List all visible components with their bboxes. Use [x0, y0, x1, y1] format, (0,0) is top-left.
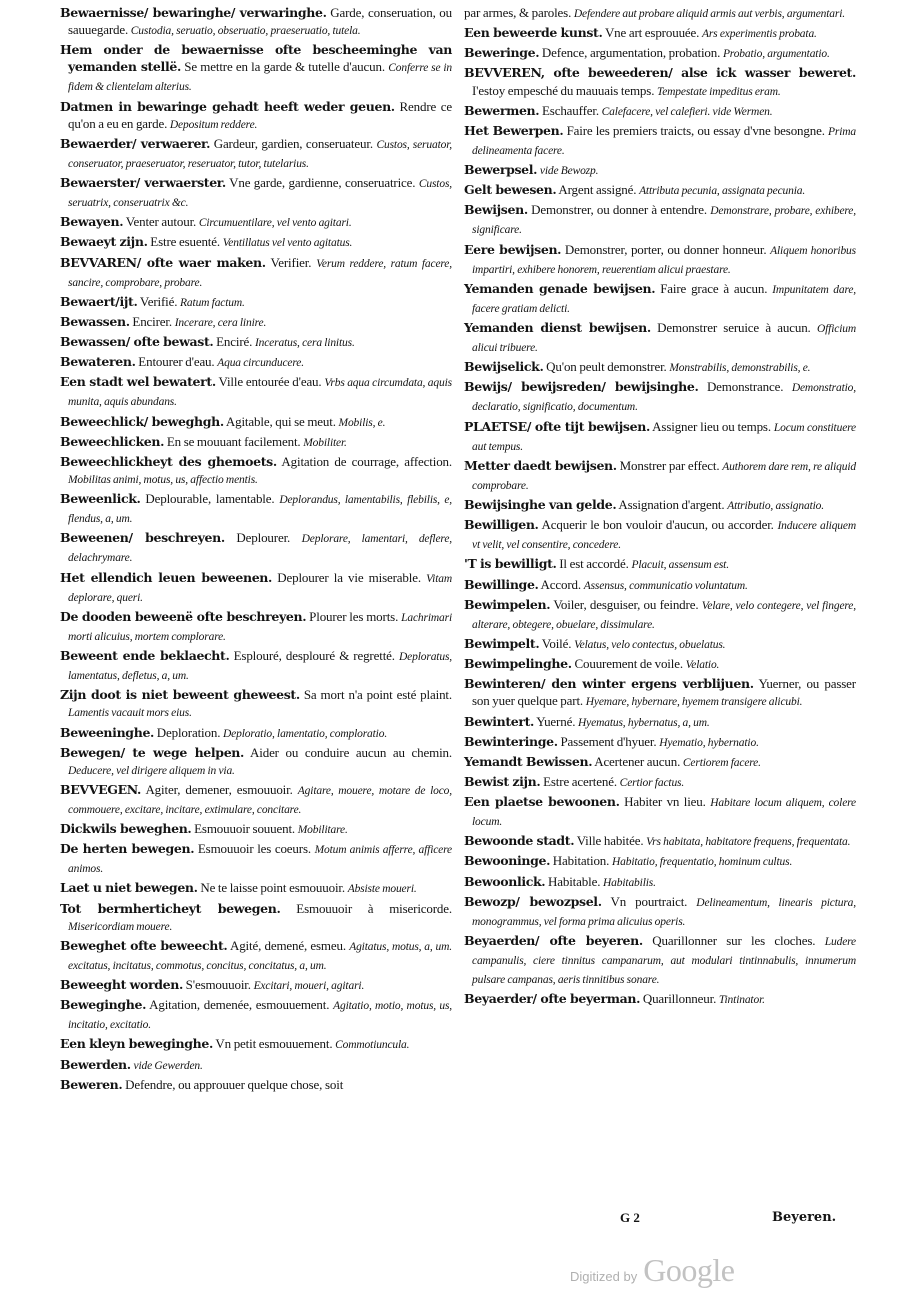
dictionary-entry: [60, 135, 452, 173]
entry-latin: Hyematus, hybernatus, a, um.: [578, 716, 710, 729]
entry-headword: Bewimpelt.: [464, 635, 540, 651]
entry-french: Se mettre en la garde & tutelle d'aucun.: [184, 59, 385, 75]
entry-french: Accord.: [540, 576, 582, 592]
entry-latin: Verum reddere, ratum facere, sancire, comprobare, probare.: [68, 257, 452, 289]
entry-headword: Beweenen/ beschreyen.: [60, 530, 225, 546]
entry-latin: Absiste moueri.: [347, 883, 417, 896]
entry-headword: Beweginghe.: [60, 997, 147, 1013]
entry-headword: Metter daedt bewijsen.: [464, 457, 617, 473]
entry-latin: Depositum reddere.: [169, 118, 258, 131]
dictionary-entry: [60, 233, 452, 252]
entry-headword: Bewassen.: [60, 313, 130, 329]
entry-french: Enciré.: [216, 334, 253, 350]
dictionary-entry: [464, 24, 856, 43]
entry-french: Vne garde, gardienne, conseruatrice.: [229, 175, 416, 191]
entry-latin: Attributa pecunia, assignata pecunia.: [639, 185, 806, 198]
entry-latin: Vitam deplorare, queri.: [68, 572, 452, 604]
dictionary-entry: [60, 1056, 452, 1075]
entry-french: Acquerir le bon vouloir d'aucun, ou accorder.: [541, 517, 774, 533]
entry-headword: Een stadt wel bewatert.: [60, 374, 216, 390]
entry-headword: De herten bewegen.: [60, 841, 195, 857]
entry-headword: Bewerpsel.: [464, 162, 538, 178]
dictionary-entry: [60, 41, 452, 96]
entry-latin: Inceratus, cera linitus.: [254, 337, 355, 350]
entry-latin: Placuit, assensum est.: [631, 559, 729, 572]
dictionary-entry: [60, 254, 452, 292]
dictionary-entry: [464, 358, 856, 377]
entry-french: Yuerné.: [536, 713, 576, 729]
entry-latin: Excitari, moueri, agitari.: [253, 980, 365, 993]
entry-headword: Bewozp/ bewozpsel.: [464, 893, 602, 909]
entry-latin: Mobilitas animi, motus, us, affectio mentis.: [68, 473, 258, 486]
dictionary-entry: [60, 293, 452, 312]
entry-headword: Bewermen.: [464, 102, 540, 118]
dictionary-entry: [464, 102, 856, 121]
entry-headword: Bewaerster/ verwaerster.: [60, 175, 226, 191]
dictionary-entry: [60, 724, 452, 743]
entry-headword: Yemanden dienst bewijsen.: [464, 320, 651, 336]
entry-latin: Agitatio, motio, motus, us, incitatio, excitatio.: [68, 1000, 453, 1032]
entry-latin: Tintinator.: [718, 994, 765, 1007]
entry-french: Estre esuenté.: [150, 234, 220, 250]
entry-latin: Deplorare, lamentari, deflere, delachrymare.: [68, 533, 453, 565]
dictionary-entry: [464, 655, 856, 674]
entry-french: Aider ou conduire aucun au chemin.: [250, 744, 452, 760]
dictionary-entry: [464, 496, 856, 515]
dictionary-entry: [464, 319, 856, 357]
entry-headword: Beweghet ofte beweecht.: [60, 937, 228, 953]
dictionary-entry: [464, 4, 856, 23]
entry-headword: Beweren.: [60, 1076, 123, 1092]
dictionary-entry: [464, 713, 856, 732]
dictionary-entry: [60, 529, 452, 567]
dictionary-entry: [464, 852, 856, 871]
entry-latin: Ratum factum.: [180, 296, 245, 309]
entry-headword: Bewateren.: [60, 354, 136, 370]
entry-french: Agitable, qui se meut.: [225, 413, 336, 429]
entry-french: Acertener aucun.: [594, 753, 681, 769]
dictionary-entry: [60, 647, 452, 685]
entry-latin: Calefacere, vel calefieri. vide Wermen.: [601, 105, 773, 118]
entry-headword: Bewillinge.: [464, 576, 539, 592]
dictionary-entry: [464, 932, 856, 989]
left-column: [60, 4, 452, 1096]
entry-french: Quarillonner sur les cloches.: [652, 932, 816, 948]
entry-french: Quarillonneur.: [642, 991, 717, 1007]
entry-french: Rendre ce qu'on a eu en garde.: [68, 98, 453, 131]
entry-french: Habiter vn lieu.: [624, 794, 706, 810]
entry-french: Argent assigné.: [558, 182, 637, 198]
entry-latin: Deploratio, lamentatio, comploratio.: [223, 727, 388, 740]
entry-latin: Probatio, argumentatio.: [722, 48, 830, 61]
entry-french: Agiter, demener, esmouuoir.: [145, 781, 293, 797]
entry-headword: Een beweerde kunst.: [464, 25, 603, 41]
entry-latin: Motum animis afferre, afficere animos.: [68, 844, 452, 876]
entry-headword: Bewijselick.: [464, 359, 544, 375]
dictionary-entry: [60, 781, 452, 819]
dictionary-entry: [60, 937, 452, 975]
entry-headword: Bewaerder/ verwaerer.: [60, 135, 211, 151]
entry-headword: Beweringe.: [464, 45, 540, 61]
entry-french: Sa mort n'a point esté plaint.: [303, 687, 452, 703]
dictionary-entry: [464, 773, 856, 792]
catchword: Beyeren.: [772, 1210, 837, 1225]
entry-latin: Custos, seruatrix, conseruatrix &c.: [68, 178, 453, 210]
entry-french: Defendre, ou approuuer quelque chose, soit: [125, 1076, 344, 1092]
entry-latin: Habitare locum aliquem, colere locum.: [472, 797, 857, 829]
dictionary-entry: [464, 733, 856, 752]
entry-french: Agitation de courrage, affection.: [281, 453, 453, 469]
entry-french: Agitation, demenée, esmouuement.: [149, 997, 330, 1013]
entry-french: Ville habitée.: [576, 833, 644, 849]
entry-latin: Deducere, vel dirigere aliquem in via.: [68, 764, 235, 777]
entry-french: Estre acertené.: [543, 773, 617, 789]
dictionary-entry: [464, 555, 856, 574]
entry-latin: Prima delineamenta facere.: [472, 125, 857, 157]
entry-latin: vide Gewerden.: [133, 1059, 203, 1072]
entry-french: Assignation d'argent.: [618, 497, 725, 513]
dictionary-entry: [60, 433, 452, 452]
entry-headword: Bewintert.: [464, 713, 535, 729]
entry-headword: Zijn doot is niet beweent gheweest.: [60, 687, 300, 703]
entry-french: Voiler, desguiser, ou feindre.: [553, 596, 699, 612]
dictionary-entry: [60, 1076, 452, 1095]
entry-latin: Circumuentilare, vel vento agitari.: [198, 217, 352, 230]
entry-french: Yuerner, ou passer son yuer quelque part.: [472, 676, 856, 709]
entry-headword: De dooden beweenë ofte beschreyen.: [60, 608, 307, 624]
entry-latin: Misericordiam mouere.: [68, 920, 173, 933]
entry-latin: Deplorandus, lamentabilis, flebilis, e, flendus, a, um.: [68, 494, 453, 526]
dictionary-entry: [60, 569, 452, 607]
dictionary-entry: [464, 675, 856, 711]
entry-french: Demonstrer, ou donner à entendre.: [531, 202, 707, 218]
dictionary-entry: [60, 373, 452, 411]
dictionary-entry: [464, 516, 856, 554]
entry-headword: Bewassen/ ofte bewast.: [60, 334, 214, 350]
entry-latin: Tempestate impeditus eram.: [657, 85, 781, 98]
entry-headword: Hem onder de bewaernisse ofte bescheeminghe van yemanden stellë.: [60, 42, 452, 75]
entry-latin: Certior factus.: [619, 776, 685, 789]
entry-french: Monstrer par effect.: [619, 457, 720, 473]
entry-headword: Datmen in bewaringe gehadt heeft weder geuen.: [60, 98, 395, 114]
digitized-watermark: [570, 1252, 734, 1289]
entry-french: Esmouuoir les coeurs.: [197, 841, 311, 857]
entry-french: Defence, argumentation, probation.: [541, 45, 721, 61]
entry-headword: Eere bewijsen.: [464, 241, 562, 257]
entry-french: Demonstrance.: [706, 379, 784, 395]
dictionary-entry: [60, 996, 452, 1034]
dictionary-entry: [60, 98, 452, 134]
entry-french: Esmouuoir à misericorde.: [296, 900, 453, 916]
dictionary-entry: [60, 608, 452, 646]
entry-french: Entourer d'eau.: [138, 354, 215, 370]
entry-french: Couurement de voile.: [574, 656, 683, 672]
dictionary-entry: [60, 744, 452, 780]
entry-latin: Custos, seruator, conseruator, praeseruator, reseruator, tutor, tutelarius.: [68, 138, 452, 170]
dictionary-entry: [60, 333, 452, 352]
entry-french: Deplourer la vie miserable.: [277, 569, 421, 585]
entry-latin: Velare, velo contegere, vel fingere, alterare, obtegere, obuelare, dissimulare.: [472, 599, 856, 631]
entry-headword: Beweenlick.: [60, 491, 141, 507]
entry-headword: Beyaerder/ ofte beyerman.: [464, 991, 641, 1007]
entry-latin: Vrbs aqua circumdata, aquis munita, aquis abundans.: [68, 377, 452, 409]
entry-headword: BEVVEGEN.: [60, 781, 142, 797]
entry-headword: Yemanden genade bewijsen.: [464, 280, 656, 296]
entry-latin: Delineamentum, linearis pictura, monogrammus, vel forma prima alicuius operis.: [472, 896, 857, 928]
entry-french: Encirer.: [132, 313, 172, 329]
entry-headword: Een kleyn beweginghe.: [60, 1036, 213, 1052]
entry-french: Ne te laisse point esmouuoir.: [200, 880, 345, 896]
entry-french: Demonstrer, porter, ou donner honneur.: [564, 241, 767, 257]
entry-latin: Assensus, communicatio voluntatum.: [583, 579, 748, 592]
entry-french: Faire les premiers traicts, ou essay d'vne besongne.: [566, 122, 825, 138]
entry-french: Passement d'hyuer.: [560, 733, 657, 749]
entry-french: Deplourer.: [236, 530, 291, 546]
entry-headword: Een plaetse bewoonen.: [464, 794, 620, 810]
entry-latin: Officium alicui tribuere.: [472, 323, 856, 355]
entry-headword: Bewist zijn.: [464, 773, 541, 789]
entry-headword: Dickwils beweghen.: [60, 821, 192, 837]
entry-headword: Beweechlicken.: [60, 433, 165, 449]
entry-latin: Mobiliter.: [303, 436, 347, 449]
dictionary-entry: [60, 413, 452, 432]
entry-latin: Aqua circunducere.: [217, 357, 304, 370]
dictionary-entry: [464, 241, 856, 279]
entry-headword: Bewijsinghe van gelde.: [464, 497, 617, 513]
entry-latin: Agitare, mouere, motare de loco, commouere, excitare, incitare, extimulare, concitare.: [68, 784, 452, 816]
entry-french: Il est accordé.: [559, 556, 629, 572]
entry-headword: Bewijs/ bewijsreden/ bewijsinghe.: [464, 379, 699, 395]
entry-french: Verifié.: [139, 293, 178, 309]
entry-french: Habitation.: [552, 853, 610, 869]
dictionary-entry: [464, 418, 856, 456]
entry-headword: Bewegen/ te wege helpen.: [60, 744, 245, 760]
dictionary-entry: [464, 873, 856, 892]
entry-latin: Custodia, seruatio, obseruatio, praeseruatio, tutela.: [130, 25, 361, 38]
entry-headword: Bewaeyt zijn.: [60, 234, 148, 250]
dictionary-entry: [60, 879, 452, 898]
dictionary-entry: [464, 793, 856, 831]
entry-latin: Attributio, assignatio.: [727, 500, 824, 513]
entry-headword: Beweeght worden.: [60, 977, 183, 993]
entry-french: I'estoy empesché du mauuais temps.: [472, 82, 655, 98]
dictionary-entry: [60, 4, 452, 40]
entry-headword: Bewayen.: [60, 214, 124, 230]
entry-latin: Ludere campanulis, ciere tinnitus campanarum, aut modulari tintinnabulis, innumerum pulsare campanas, aeris tinnitibus sonare.: [472, 935, 857, 987]
entry-headword: BEVVAREN/ ofte waer maken.: [60, 254, 266, 270]
dictionary-entry: [60, 976, 452, 995]
entry-headword: BEVVEREN, ofte beweederen/ alse ick wasser beweret.: [464, 65, 856, 81]
dictionary-entry: [464, 378, 856, 416]
entry-headword: Laet u niet bewegen.: [60, 880, 198, 896]
dictionary-entry: [60, 353, 452, 372]
entry-latin: Ars experimentis probata.: [701, 28, 817, 41]
entry-headword: Bewoonlick.: [464, 873, 546, 889]
entry-french: Verifier.: [270, 254, 312, 270]
dictionary-entry: [60, 686, 452, 722]
entry-headword: Bewimpelen.: [464, 596, 551, 612]
dictionary-entry: [464, 576, 856, 595]
google-logo: Google: [643, 1252, 735, 1288]
entry-french: Vn petit esmouuement.: [215, 1036, 333, 1052]
entry-latin: Demonstrare, probare, exhibere, significare.: [472, 205, 856, 237]
entry-headword: Beweent ende beklaecht.: [60, 648, 230, 664]
entry-headword: Beweechlick/ beweghgh.: [60, 413, 224, 429]
dictionary-entry: [464, 596, 856, 634]
entry-french: Eschauffer.: [542, 102, 599, 118]
dictionary-entry: [464, 280, 856, 318]
entry-latin: Vrs habitata, habitatore frequens, frequentata.: [646, 836, 851, 849]
entry-headword: Tot bermherticheyt bewegen.: [60, 900, 281, 916]
dictionary-entry: [464, 64, 856, 100]
entry-french: Venter autour.: [125, 214, 197, 230]
entry-latin: Monstrabilis, demonstrabilis, e.: [669, 362, 811, 375]
dictionary-entry: [464, 893, 856, 931]
dictionary-entry: [464, 635, 856, 654]
entry-headword: Bewoonde stadt.: [464, 833, 575, 849]
entry-headword: Bewerden.: [60, 1056, 131, 1072]
dictionary-entry: [464, 990, 856, 1009]
dictionary-entry: [60, 174, 452, 212]
entry-latin: Deploratus, lamentatus, defletus, a, um.: [68, 651, 452, 683]
dictionary-entry: [464, 161, 856, 180]
entry-latin: Mobilis, e.: [338, 416, 386, 429]
entry-latin: Defendere aut probare aliquid armis aut verbis, argumentari.: [573, 8, 846, 20]
dictionary-entry: [60, 453, 452, 489]
entry-latin: Velatus, velo contectus, obuelatus.: [574, 638, 726, 651]
entry-latin: Inducere aliquem vt velit, vel consentire, concedere.: [472, 520, 857, 552]
dictionary-entry: [60, 1035, 452, 1054]
dictionary-entry: [60, 313, 452, 332]
entry-headword: Beyaerden/ ofte beyeren.: [464, 932, 643, 948]
dictionary-entry: [464, 201, 856, 239]
entry-headword: Bewijsen.: [464, 202, 528, 218]
entry-headword: Bewinteringe.: [464, 733, 558, 749]
dictionary-entry: [464, 44, 856, 63]
entry-french: Esplouré, desplouré & regretté.: [233, 648, 395, 664]
entry-french: Habitable.: [548, 873, 601, 889]
entry-headword: Bewinteren/ den winter ergens verblijuen.: [464, 676, 754, 692]
entry-headword: Beweechlickheyt des ghemoets.: [60, 453, 277, 469]
entry-french: Voilé.: [541, 635, 572, 651]
entry-latin: Hyemare, hybernare, hyemem transigere alicubi.: [585, 696, 803, 709]
entry-headword: Bewaernisse/ bewaringhe/ verwaringhe.: [60, 5, 327, 20]
entry-latin: Aliquem honoribus impartiri, exhibere honorem, reuerentiam alicui praestare.: [472, 244, 856, 276]
entry-headword: Bewimpelinghe.: [464, 656, 572, 672]
entry-latin: Habitabilis.: [603, 876, 656, 889]
dictionary-entry: [464, 181, 856, 200]
entry-latin: Lamentis vacauit mors eius.: [68, 707, 192, 720]
entry-french: Faire grace à aucun.: [660, 280, 768, 296]
entry-latin: Commotiuncula.: [335, 1039, 410, 1052]
entry-headword: Bewaert/ijt.: [60, 293, 138, 309]
dictionary-entry: [60, 900, 452, 936]
entry-latin: Hyematio, hybernatio.: [659, 736, 759, 749]
entry-french: Gardeur, gardien, conseruateur.: [213, 135, 373, 151]
entry-french: Plourer les morts.: [309, 608, 399, 624]
entry-latin: Velatio.: [685, 659, 720, 672]
entry-headword: Het Bewerpen.: [464, 122, 564, 138]
entry-headword: Bewooninge.: [464, 853, 551, 869]
dictionary-entry: [60, 490, 452, 528]
right-column: [464, 4, 856, 1010]
entry-latin: Agitatus, motus, a, um. excitatus, incitatus, commotus, concitus, concitatus, a, um.: [68, 940, 452, 972]
dictionary-entry: [464, 457, 856, 495]
entry-french: Agité, demené, esmeu.: [229, 937, 346, 953]
entry-french: Qu'on peult demonstrer.: [546, 359, 667, 375]
dictionary-entry: [60, 820, 452, 839]
entry-headword: 'T is bewilligt.: [464, 556, 557, 572]
entry-headword: Yemandt Bewissen.: [464, 753, 593, 769]
entry-headword: Bewilligen.: [464, 517, 539, 533]
entry-headword: PLAETSE/ ofte tijt bewijsen.: [464, 418, 650, 434]
entry-latin: Mobilitare.: [297, 824, 348, 837]
entry-headword: Beweeninghe.: [60, 724, 155, 740]
entry-french: Garde, conseruation, ou sauuegarde.: [68, 5, 453, 38]
entry-headword: Het ellendich leuen beweenen.: [60, 569, 273, 585]
entry-french: Vne art esprouuée.: [604, 25, 700, 41]
signature-mark: G 2: [620, 1210, 640, 1225]
dictionary-entry: [464, 122, 856, 160]
entry-french: Esmouuoir souuent.: [194, 821, 296, 837]
entry-latin: Lachrimari morti alicuius, mortem complorare.: [68, 611, 452, 643]
entry-french: En se mouuant facilement.: [166, 433, 301, 449]
entry-latin: vide Bewozp.: [539, 165, 599, 178]
dictionary-entry: [60, 840, 452, 878]
entry-latin: Impunitatem dare, facere gratiam delicti.: [472, 283, 857, 315]
entry-latin: Conferre se in fidem & clientelam alterius.: [68, 62, 452, 94]
entry-latin: Locum constituere aut tempus.: [472, 421, 856, 453]
entry-latin: Ventillatus vel vento agitatus.: [222, 237, 353, 250]
entry-latin: Incerare, cera linire.: [174, 316, 267, 329]
entry-latin: Habitatio, frequentatio, hominum cultus.: [611, 856, 793, 869]
entry-french: Vn pourtraict.: [610, 893, 688, 909]
entry-latin: Certiorem facere.: [682, 756, 761, 769]
dictionary-entry: [60, 213, 452, 232]
entry-french: Demonstrer seruice à aucun.: [657, 320, 811, 336]
entry-french: Deplourable, lamentable.: [145, 491, 275, 507]
digitized-prefix: Digitized by: [570, 1269, 638, 1284]
entry-latin: Demonstratio, declaratio, significatio, documentum.: [472, 382, 856, 414]
entry-french: S'esmouuoir.: [185, 977, 251, 993]
entry-french: Assigner lieu ou temps.: [652, 418, 771, 434]
dictionary-entry: [464, 832, 856, 851]
entry-latin: Authorem dare rem, re aliquid comprobare.: [472, 460, 856, 492]
entry-french: Deploration.: [156, 724, 221, 740]
entry-french: par armes, & paroles.: [464, 5, 572, 20]
dictionary-entry: [464, 753, 856, 772]
entry-headword: Gelt bewesen.: [464, 182, 557, 198]
entry-french: Ville entourée d'eau.: [218, 374, 322, 390]
